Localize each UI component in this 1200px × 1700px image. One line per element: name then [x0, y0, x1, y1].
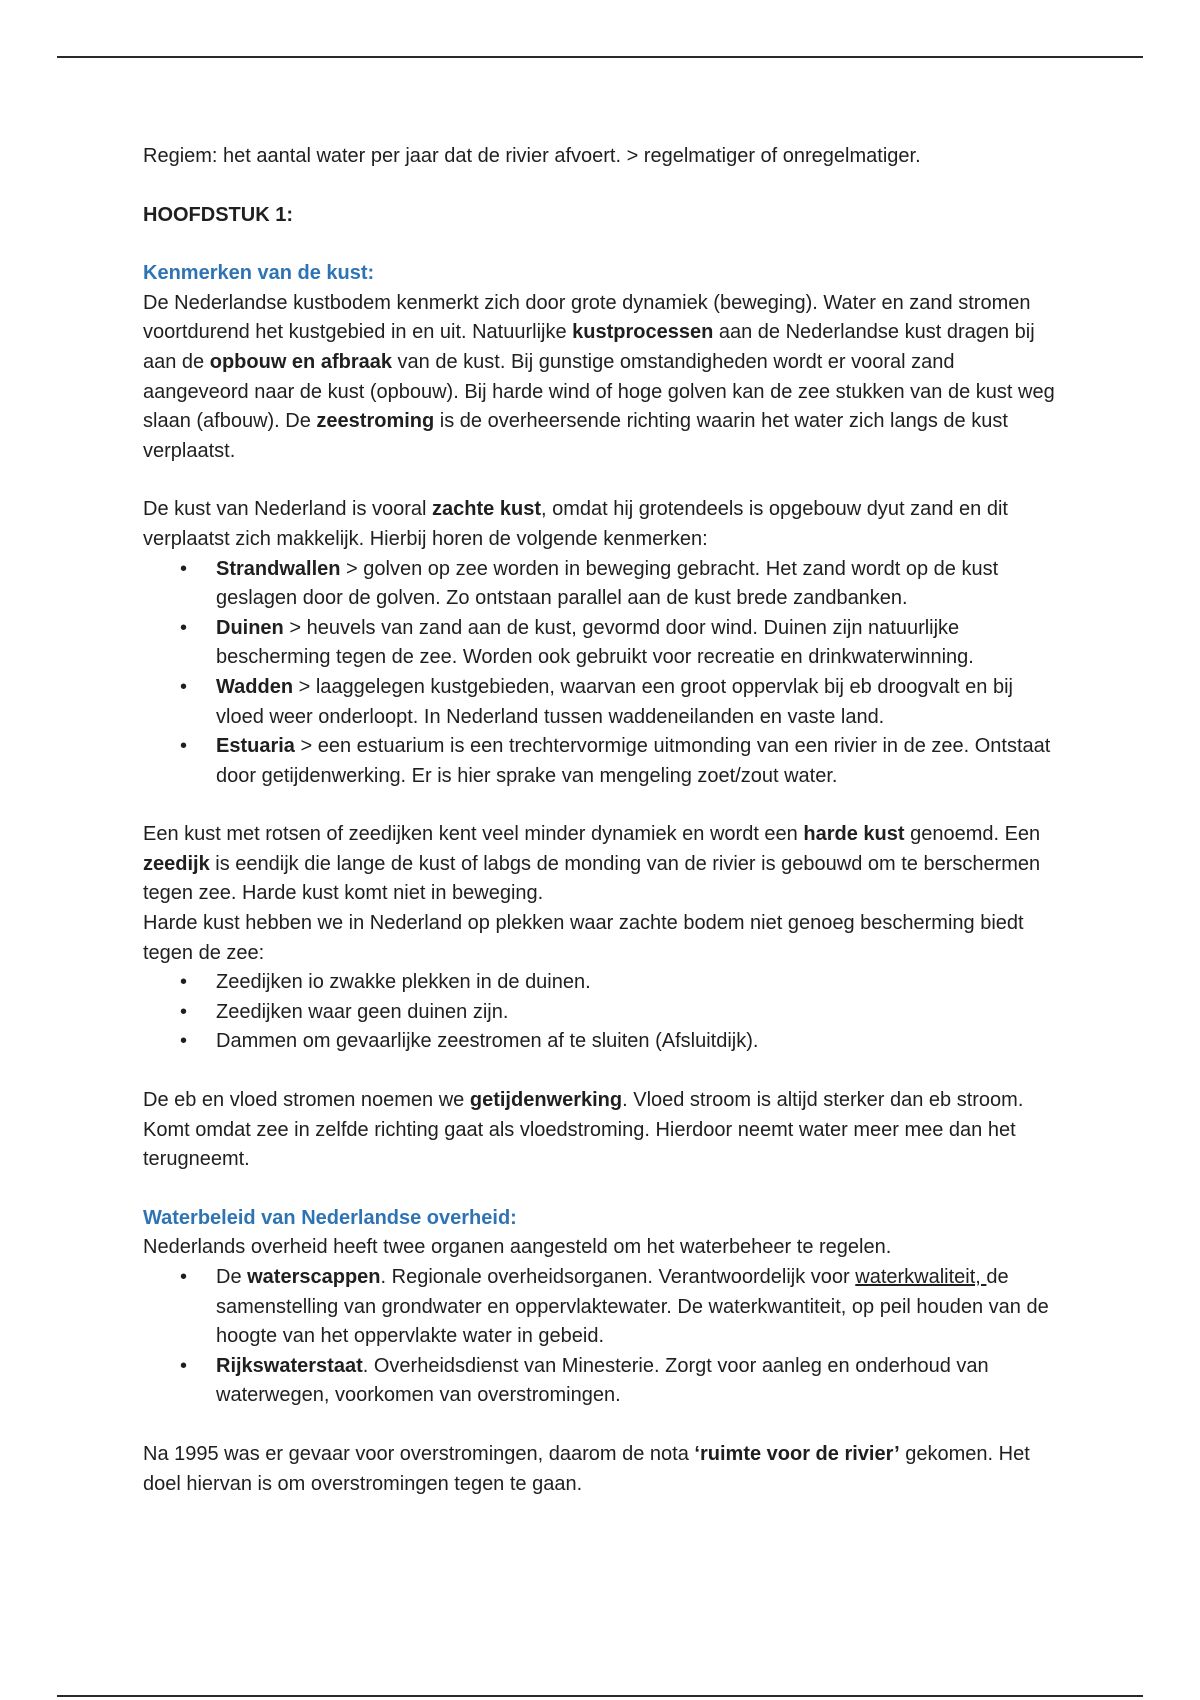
section-title-kust: Kenmerken van de kust: [143, 262, 375, 285]
header-rule [57, 56, 1143, 58]
document-body [143, 142, 1063, 1499]
chapter-heading: HOOFDSTUK 1: [143, 203, 293, 226]
list-item: • Wadden > laaggelegen kustgebieden, waarvan een groot oppervlak bij eb droogvalt en bij vloed weer onderloopt. In Nederland tussen waddeneilanden en vaste land. [180, 675, 1013, 728]
list-item: • Rijkswaterstaat. Overheidsdienst van Minesterie. Zorgt voor aanleg en onderhoud van waterwegen, voorkomen van overstromingen. [180, 1354, 989, 1407]
list-harde-kust [143, 968, 1063, 1057]
list-item: • Estuaria > een estuarium is een trechtervormige uitmonding van een rivier in de zee. Ontstaat door getijdenwerking. Er is hier sprake van mengeling zoet/zout water. [180, 735, 1051, 787]
list-item: • Zeedijken waar geen duinen zijn. [180, 1000, 509, 1023]
footer-rule [57, 1695, 1143, 1697]
paragraph-bescherming: Harde kust hebben we in Nederland op plekken waar zachte bodem niet genoeg bescherming biedt tegen de zee: [143, 912, 1024, 964]
list-item: • Duinen > heuvels van zand aan de kust, gevormd door wind. Duinen zijn natuurlijke bescherming tegen de zee. Worden ook gebruikt voor recreatie en drinkwaterwinning. [180, 616, 974, 669]
paragraph-kustbodem: De Nederlandse kustbodem kenmerkt zich door grote dynamiek (beweging). Water en zand stromen voortdurend het kustgebied in en uit. Natuurlijke kustprocessen aan de Nederlandse kust dragen bij aan de opbouw en afbraak van de kust. Bij gunstige omstandigheden wordt er vooral zand aangeveord naar de kust (opbouw). Bij harde wind of hoge golven kan de zee stukken van de kust weg slaan (afbouw). De zeestroming is de overheersende richting waarin het water zich langs de kust verplaatst. [143, 291, 1055, 462]
paragraph-ruimte-voor-de-rivier: Na 1995 was er gevaar voor overstromingen, daarom de nota ‘ruimte voor de rivier’ gekomen. Het doel hiervan is om overstromingen tegen te gaan. [143, 1442, 1030, 1495]
list-item: • De waterscappen. Regionale overheidsorganen. Verantwoordelijk voor waterkwaliteit, de samenstelling van grondwater en oppervlaktewater. De waterkwantiteit, op peil houden van de hoogte van het oppervlakte water in gebeid. [180, 1266, 1049, 1348]
paragraph-organen: Nederlands overheid heeft twee organen aangesteld om het waterbeheer te regelen. [143, 1236, 892, 1259]
paragraph-zachte-kust: De kust van Nederland is vooral zachte kust, omdat hij grotendeels is opgebouw dyut zand en dit verplaatst zich makkelijk. Hierbij horen de volgende kenmerken: [143, 498, 1008, 550]
list-item: • Zeedijken io zwakke plekken in de duinen. [180, 971, 591, 994]
paragraph-getijden: De eb en vloed stromen noemen we getijdenwerking. Vloed stroom is altijd sterker dan eb stroom. Komt omdat zee in zelfde richting gaat als vloedstroming. Hierdoor neemt water meer mee dan het terugneemt. [143, 1089, 1024, 1171]
list-item: • Strandwallen > golven op zee worden in beweging gebracht. Het zand wordt op de kust geslagen door de golven. Zo ontstaan parallel aan de kust brede zandbanken. [180, 557, 999, 610]
list-item: • Dammen om gevaarlijke zeestromen af te sluiten (Afsluitdijk). [180, 1030, 759, 1053]
list-organen [143, 1263, 1063, 1411]
list-kenmerken [143, 555, 1063, 792]
regiem-paragraph: Regiem: het aantal water per jaar dat de rivier afvoert. > regelmatiger of onregelmatiger. [143, 145, 921, 167]
section-title-waterbeleid: Waterbeleid van Nederlandse overheid: [143, 1206, 517, 1229]
paragraph-harde-kust: Een kust met rotsen of zeedijken kent veel minder dynamiek en wordt een harde kust genoemd. Een zeedijk is eendijk die lange de kust of labgs de monding van de rivier is gebouwd om te berschermen tegen zee. Harde kust komt niet in beweging. [143, 823, 1041, 905]
